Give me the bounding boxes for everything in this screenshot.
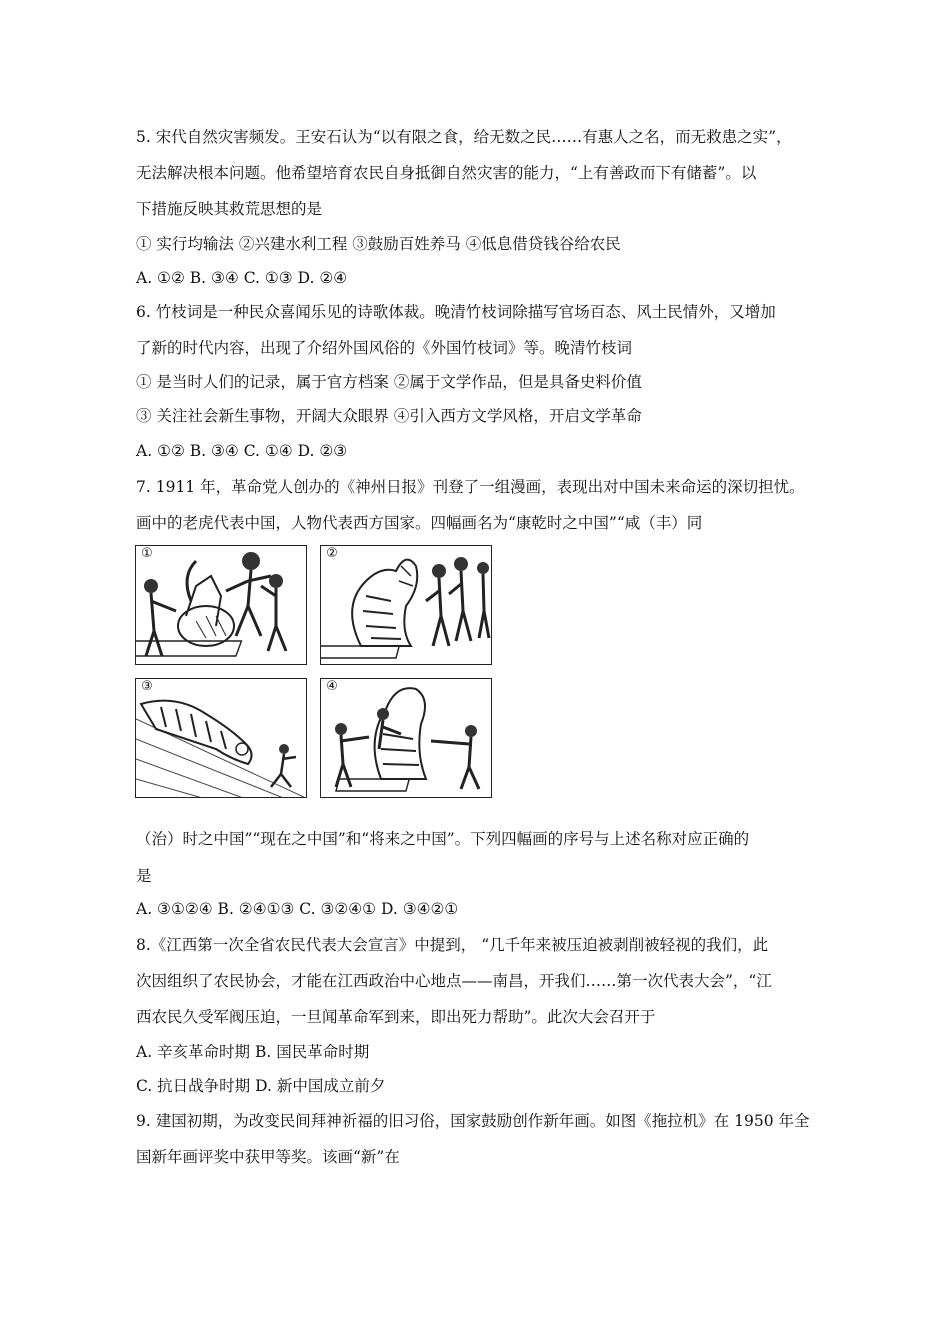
q9-stem-line1: 9. 建国初期，为改变民间拜神祈福的旧习俗，国家鼓励创作新年画。如图《拖拉机》在 1950 年全 <box>136 1112 810 1130</box>
cartoon-panel-4 <box>320 678 492 798</box>
cartoon-4-drawing <box>321 679 492 798</box>
q6-stem-line2: 了新的时代内容，出现了介绍外国风俗的《外国竹枝词》等。晚清竹枝词 <box>136 339 633 357</box>
q5-items: ① 实行均输法 ②兴建水利工程 ③鼓励百姓养马 ④低息借贷钱谷给农民 <box>136 235 621 253</box>
q5-stem-line1: 5. 宋代自然灾害频发。王安石认为“以有限之食，给无数之民……有惠人之名，而无救患之实”， <box>136 128 792 146</box>
q7-stem-line3: （治）时之中国”“现在之中国”和“将来之中国”。下列四幅画的序号与上述名称对应正确的 <box>136 830 750 848</box>
q7-stem-line1: 7. 1911 年，革命党人创办的《神州日报》刊登了一组漫画，表现出对中国未来命运的深切担忧。 <box>136 478 805 496</box>
q7-stem-line2: 画中的老虎代表中国，人物代表西方国家。四幅画名为“康乾时之中国”“咸（丰）同 <box>136 514 703 532</box>
q5-stem-line3: 下措施反映其救荒思想的是 <box>136 200 323 218</box>
q9-stem-line2: 国新年画评奖中获甲等奖。该画“新”在 <box>136 1148 400 1166</box>
q7-stem-line4: 是 <box>136 867 152 885</box>
q8-options-line2: C. 抗日战争时期 D. 新中国成立前夕 <box>136 1077 386 1095</box>
cartoon-1-drawing <box>136 546 307 665</box>
q5-options: A. ①② B. ③④ C. ①③ D. ②④ <box>136 269 348 287</box>
q8-stem-line1: 8.《江西第一次全省农民代表大会宣言》中提到， “几千年来被压迫被剥削被轻视的我们，此 <box>136 936 769 954</box>
q8-options-line1: A. 辛亥革命时期 B. 国民革命时期 <box>136 1043 370 1061</box>
cartoon-panel-1-label: ① <box>141 546 153 561</box>
q8-stem-line3: 西农民久受军阀压迫，一旦闻革命军到来，即出死力帮助”。此次大会召开于 <box>136 1008 656 1026</box>
q6-options: A. ①② B. ③④ C. ①④ D. ②③ <box>136 442 348 460</box>
q6-item-line2: ③ 关注社会新生事物，开阔大众眼界 ④引入西方文学风格，开启文学革命 <box>136 407 642 425</box>
cartoon-panel-2-label: ② <box>326 546 338 561</box>
cartoon-panel-3 <box>135 678 307 798</box>
cartoon-panel-1 <box>135 545 307 665</box>
q6-item-line1: ① 是当时人们的记录，属于官方档案 ②属于文学作品，但是具备史料价值 <box>136 373 642 391</box>
q7-options: A. ③①②④ B. ②④①③ C. ③②④① D. ③④②① <box>136 900 459 918</box>
cartoon-panel-2 <box>320 545 492 665</box>
cartoon-panel-4-label: ④ <box>326 679 338 694</box>
q6-stem-line1: 6. 竹枝词是一种民众喜闻乐见的诗歌体裁。晚清竹枝词除描写官场百态、风土民情外，又增加 <box>136 303 776 321</box>
cartoon-panel-3-label: ③ <box>141 679 153 694</box>
cartoon-2-drawing <box>321 546 492 665</box>
cartoon-3-drawing <box>136 679 307 798</box>
q8-stem-line2: 次因组织了农民协会，才能在江西政治中心地点——南昌，开我们……第一次代表大会”，“江 <box>136 972 772 990</box>
q5-stem-line2: 无法解决根本问题。他希望培育农民自身抵御自然灾害的能力，“上有善政而下有储蓄”。以 <box>136 164 757 182</box>
